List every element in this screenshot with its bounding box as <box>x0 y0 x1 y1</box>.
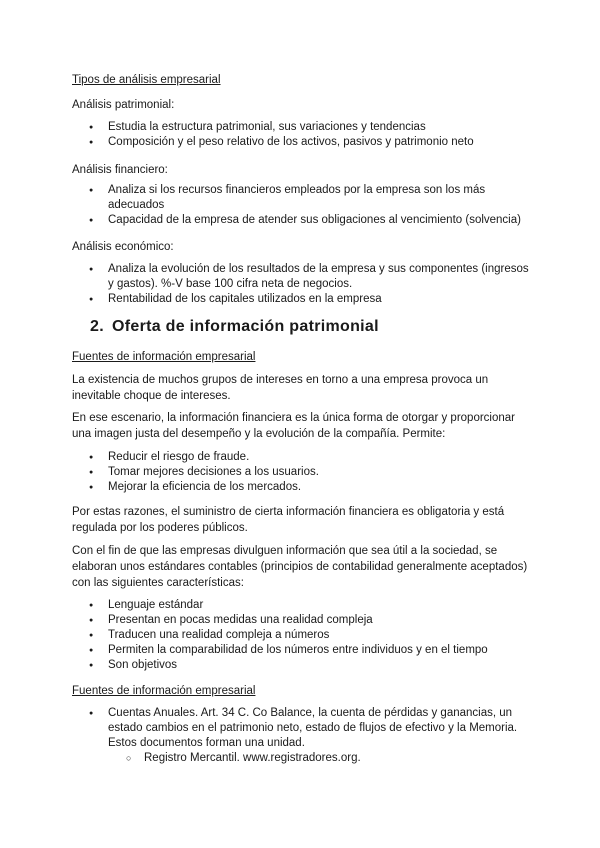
section-number: 2. <box>90 318 104 335</box>
label-economico: Análisis económico: <box>72 241 174 253</box>
list-item: ● Mejorar la eficiencia de los mercados. <box>72 480 534 495</box>
list-item: ● Rentabilidad de los capitales utilizados en la empresa <box>72 292 534 307</box>
section-heading-text: Oferta de información patrimonial <box>112 318 379 335</box>
paragraph: En ese escenario, la información financiera es la única forma de otorgar y proporcionar una imagen justa del desempeño y la evolución de la compañía. Permite: <box>72 412 515 440</box>
section-title-tipos: Tipos de análisis empresarial <box>72 74 221 86</box>
list-caracteristicas <box>72 598 534 673</box>
list-item: ● Tomar mejores decisiones a los usuarios. <box>72 465 534 480</box>
list-patrimonial <box>72 120 534 150</box>
list-item: ● Analiza si los recursos financieros empleados por la empresa son los más adecuados <box>72 183 534 213</box>
list-item: ● Composición y el peso relativo de los activos, pasivos y patrimonio neto <box>72 135 534 150</box>
list-economico <box>72 262 534 307</box>
paragraph: La existencia de muchos grupos de intereses en torno a una empresa provoca un inevitable choque de intereses. <box>72 374 489 402</box>
list-financiero <box>72 183 534 228</box>
label-financiero: Análisis financiero: <box>72 164 168 176</box>
list-item: ● Son objetivos <box>72 658 534 673</box>
sublist-fuentes <box>108 751 538 766</box>
list-fuentes <box>72 706 534 751</box>
list-item: ● Capacidad de la empresa de atender sus obligaciones al vencimiento (solvencia) <box>72 213 534 228</box>
section-heading <box>90 317 379 337</box>
list-item: ● Presentan en pocas medidas una realidad compleja <box>72 613 534 628</box>
paragraph: Con el fin de que las empresas divulguen información que sea útil a la sociedad, se elaboran unos estándares contables (principios de contabilidad generalmente aceptados) con las siguientes características: <box>72 545 528 589</box>
subheading-fuentes-1: Fuentes de información empresarial <box>72 351 256 363</box>
list-item: ● Estudia la estructura patrimonial, sus variaciones y tendencias <box>72 120 534 135</box>
list-item: ● Traducen una realidad compleja a números <box>72 628 534 643</box>
list-item: ● Lenguaje estándar <box>72 598 534 613</box>
list-item: ● Permiten la comparabilidad de los números entre individuos y en el tiempo <box>72 643 534 658</box>
subheading-fuentes-2: Fuentes de información empresarial <box>72 685 256 697</box>
label-patrimonial: Análisis patrimonial: <box>72 99 175 111</box>
list-permite <box>72 450 534 495</box>
paragraph: Por estas razones, el suministro de cierta información financiera es obligatoria y está regulada por los poderes públicos. <box>72 506 505 534</box>
list-item: ● Reducir el riesgo de fraude. <box>72 450 534 465</box>
list-item: ● Cuentas Anuales. Art. 34 C. Co Balance, la cuenta de pérdidas y ganancias, un estado cambios en el patrimonio neto, estado de flujos de efectivo y la Memoria. Estos documentos forman una unidad. <box>72 706 534 751</box>
list-item: ○ Registro Mercantil. www.registradores.org. <box>108 751 538 766</box>
list-item: ● Analiza la evolución de los resultados de la empresa y sus componentes (ingresos y gastos). %-V base 100 cifra neta de negocios. <box>72 262 534 292</box>
